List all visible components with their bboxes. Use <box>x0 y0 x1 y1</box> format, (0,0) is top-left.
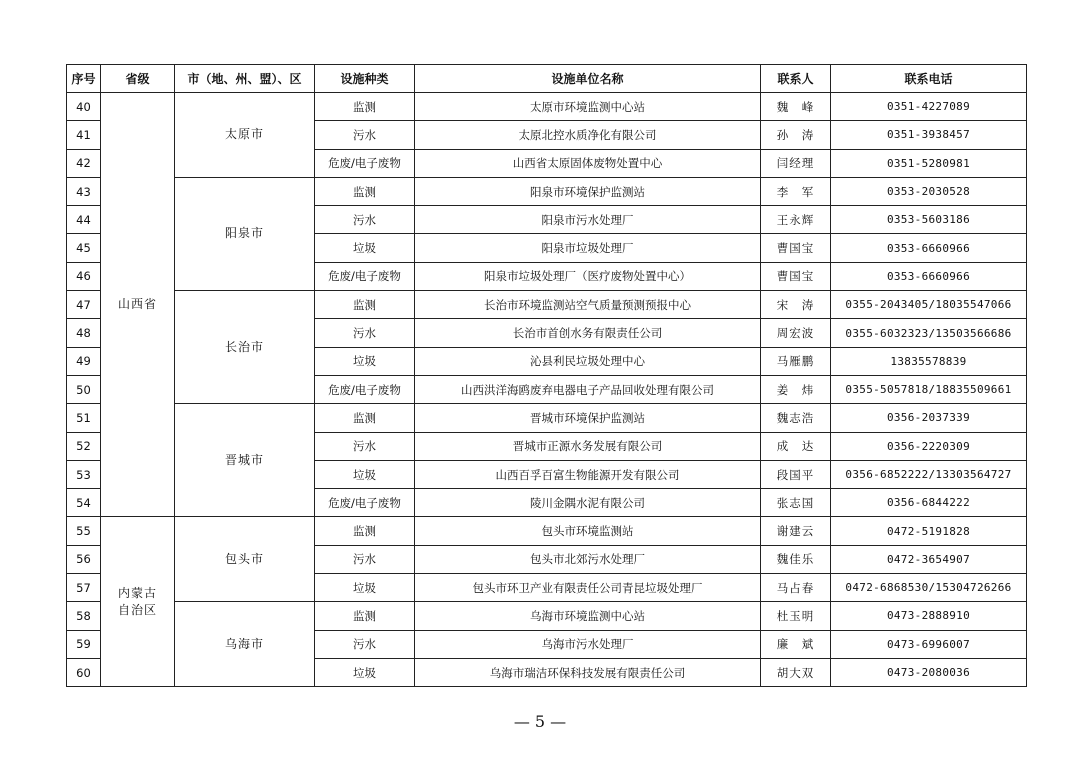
facility-type-cell: 监测 <box>315 291 415 319</box>
serial-cell: 50 <box>67 375 101 403</box>
header-city: 市（地、州、盟）、区 <box>175 65 315 93</box>
contact-cell: 曹国宝 <box>761 234 831 262</box>
contact-cell: 姜 炜 <box>761 375 831 403</box>
table-row <box>67 291 1027 319</box>
city-cell: 晋城市 <box>175 404 315 517</box>
serial-cell: 59 <box>67 630 101 658</box>
contact-cell: 孙 涛 <box>761 121 831 149</box>
facility-type-cell: 危废/电子废物 <box>315 489 415 517</box>
city-cell: 阳泉市 <box>175 177 315 290</box>
header-contact: 联系人 <box>761 65 831 93</box>
serial-cell: 48 <box>67 319 101 347</box>
facility-type-cell: 污水 <box>315 630 415 658</box>
contact-cell: 曹国宝 <box>761 262 831 290</box>
facility-unit-cell: 山西洪洋海鸥废弃电器电子产品回收处理有限公司 <box>415 375 761 403</box>
contact-cell: 廉 斌 <box>761 630 831 658</box>
contact-cell: 魏 峰 <box>761 93 831 121</box>
facility-unit-cell: 晋城市环境保护监测站 <box>415 404 761 432</box>
facility-type-cell: 污水 <box>315 545 415 573</box>
facility-unit-cell: 阳泉市垃圾处理厂 <box>415 234 761 262</box>
serial-cell: 47 <box>67 291 101 319</box>
phone-cell: 0473-2080036 <box>831 658 1027 686</box>
phone-cell: 13835578839 <box>831 347 1027 375</box>
facility-unit-cell: 阳泉市环境保护监测站 <box>415 177 761 205</box>
phone-cell: 0356-2220309 <box>831 432 1027 460</box>
facility-contact-table <box>66 64 1027 687</box>
phone-cell: 0472-5191828 <box>831 517 1027 545</box>
facility-type-cell: 垃圾 <box>315 574 415 602</box>
table-row <box>67 177 1027 205</box>
phone-cell: 0351-3938457 <box>831 121 1027 149</box>
header-serial: 序号 <box>67 65 101 93</box>
contact-cell: 马占春 <box>761 574 831 602</box>
facility-unit-cell: 乌海市污水处理厂 <box>415 630 761 658</box>
province-cell: 山西省 <box>101 93 175 517</box>
phone-cell: 0351-4227089 <box>831 93 1027 121</box>
facility-unit-cell: 包头市环境监测站 <box>415 517 761 545</box>
facility-unit-cell: 山西省太原固体废物处置中心 <box>415 149 761 177</box>
serial-cell: 43 <box>67 177 101 205</box>
facility-unit-cell: 长治市环境监测站空气质量预测预报中心 <box>415 291 761 319</box>
contact-cell: 杜玉明 <box>761 602 831 630</box>
contact-cell: 张志国 <box>761 489 831 517</box>
facility-type-cell: 监测 <box>315 517 415 545</box>
page-number: — 5 — <box>513 712 567 731</box>
phone-cell: 0356-6852222/13303564727 <box>831 460 1027 488</box>
facility-type-cell: 危废/电子废物 <box>315 149 415 177</box>
serial-cell: 46 <box>67 262 101 290</box>
table-body <box>67 93 1027 687</box>
city-cell: 乌海市 <box>175 602 315 687</box>
province-cell: 内蒙古 自治区 <box>101 517 175 687</box>
phone-cell: 0473-6996007 <box>831 630 1027 658</box>
serial-cell: 56 <box>67 545 101 573</box>
phone-cell: 0353-5603186 <box>831 206 1027 234</box>
contact-cell: 成 达 <box>761 432 831 460</box>
facility-type-cell: 监测 <box>315 177 415 205</box>
facility-unit-cell: 包头市北郊污水处理厂 <box>415 545 761 573</box>
header-facility-unit: 设施单位名称 <box>415 65 761 93</box>
facility-type-cell: 危废/电子废物 <box>315 375 415 403</box>
facility-type-cell: 垃圾 <box>315 234 415 262</box>
table-row <box>67 93 1027 121</box>
facility-type-cell: 污水 <box>315 206 415 234</box>
contact-cell: 胡大双 <box>761 658 831 686</box>
facility-type-cell: 污水 <box>315 121 415 149</box>
facility-type-cell: 危废/电子废物 <box>315 262 415 290</box>
facility-unit-cell: 山西百孚百富生物能源开发有限公司 <box>415 460 761 488</box>
serial-cell: 58 <box>67 602 101 630</box>
serial-cell: 45 <box>67 234 101 262</box>
contact-cell: 魏佳乐 <box>761 545 831 573</box>
serial-cell: 53 <box>67 460 101 488</box>
phone-cell: 0472-3654907 <box>831 545 1027 573</box>
phone-cell: 0353-6660966 <box>831 262 1027 290</box>
serial-cell: 54 <box>67 489 101 517</box>
serial-cell: 42 <box>67 149 101 177</box>
phone-cell: 0472-6868530/15304726266 <box>831 574 1027 602</box>
facility-type-cell: 污水 <box>315 432 415 460</box>
table-header-row <box>67 65 1027 93</box>
facility-unit-cell: 阳泉市污水处理厂 <box>415 206 761 234</box>
serial-cell: 57 <box>67 574 101 602</box>
header-phone: 联系电话 <box>831 65 1027 93</box>
contact-cell: 闫经理 <box>761 149 831 177</box>
phone-cell: 0355-2043405/18035547066 <box>831 291 1027 319</box>
phone-cell: 0355-6032323/13503566686 <box>831 319 1027 347</box>
facility-unit-cell: 乌海市瑞洁环保科技发展有限责任公司 <box>415 658 761 686</box>
phone-cell: 0353-2030528 <box>831 177 1027 205</box>
facility-unit-cell: 太原北控水质净化有限公司 <box>415 121 761 149</box>
serial-cell: 49 <box>67 347 101 375</box>
header-province: 省级 <box>101 65 175 93</box>
phone-cell: 0353-6660966 <box>831 234 1027 262</box>
facility-unit-cell: 乌海市环境监测中心站 <box>415 602 761 630</box>
serial-cell: 40 <box>67 93 101 121</box>
serial-cell: 51 <box>67 404 101 432</box>
serial-cell: 52 <box>67 432 101 460</box>
phone-cell: 0356-2037339 <box>831 404 1027 432</box>
phone-cell: 0351-5280981 <box>831 149 1027 177</box>
facility-unit-cell: 晋城市正源水务发展有限公司 <box>415 432 761 460</box>
contact-cell: 李 军 <box>761 177 831 205</box>
city-cell: 太原市 <box>175 93 315 178</box>
city-cell: 长治市 <box>175 291 315 404</box>
city-cell: 包头市 <box>175 517 315 602</box>
facility-unit-cell: 包头市环卫产业有限责任公司青昆垃圾处理厂 <box>415 574 761 602</box>
facility-unit-cell: 沁县利民垃圾处理中心 <box>415 347 761 375</box>
serial-cell: 41 <box>67 121 101 149</box>
serial-cell: 55 <box>67 517 101 545</box>
serial-cell: 44 <box>67 206 101 234</box>
facility-unit-cell: 阳泉市垃圾处理厂（医疗废物处置中心） <box>415 262 761 290</box>
table-row <box>67 602 1027 630</box>
contact-cell: 宋 涛 <box>761 291 831 319</box>
header-facility-type: 设施种类 <box>315 65 415 93</box>
facility-type-cell: 垃圾 <box>315 658 415 686</box>
facility-unit-cell: 长治市首创水务有限责任公司 <box>415 319 761 347</box>
contact-cell: 马雁鹏 <box>761 347 831 375</box>
facility-type-cell: 监测 <box>315 93 415 121</box>
facility-type-cell: 垃圾 <box>315 347 415 375</box>
contact-cell: 魏志浩 <box>761 404 831 432</box>
phone-cell: 0356-6844222 <box>831 489 1027 517</box>
facility-type-cell: 污水 <box>315 319 415 347</box>
facility-type-cell: 垃圾 <box>315 460 415 488</box>
facility-unit-cell: 太原市环境监测中心站 <box>415 93 761 121</box>
contact-cell: 周宏波 <box>761 319 831 347</box>
facility-type-cell: 监测 <box>315 404 415 432</box>
table-row <box>67 517 1027 545</box>
contact-cell: 谢建云 <box>761 517 831 545</box>
serial-cell: 60 <box>67 658 101 686</box>
facility-unit-cell: 陵川金隅水泥有限公司 <box>415 489 761 517</box>
contact-cell: 王永辉 <box>761 206 831 234</box>
phone-cell: 0355-5057818/18835509661 <box>831 375 1027 403</box>
table-row <box>67 404 1027 432</box>
facility-type-cell: 监测 <box>315 602 415 630</box>
contact-cell: 段国平 <box>761 460 831 488</box>
phone-cell: 0473-2888910 <box>831 602 1027 630</box>
